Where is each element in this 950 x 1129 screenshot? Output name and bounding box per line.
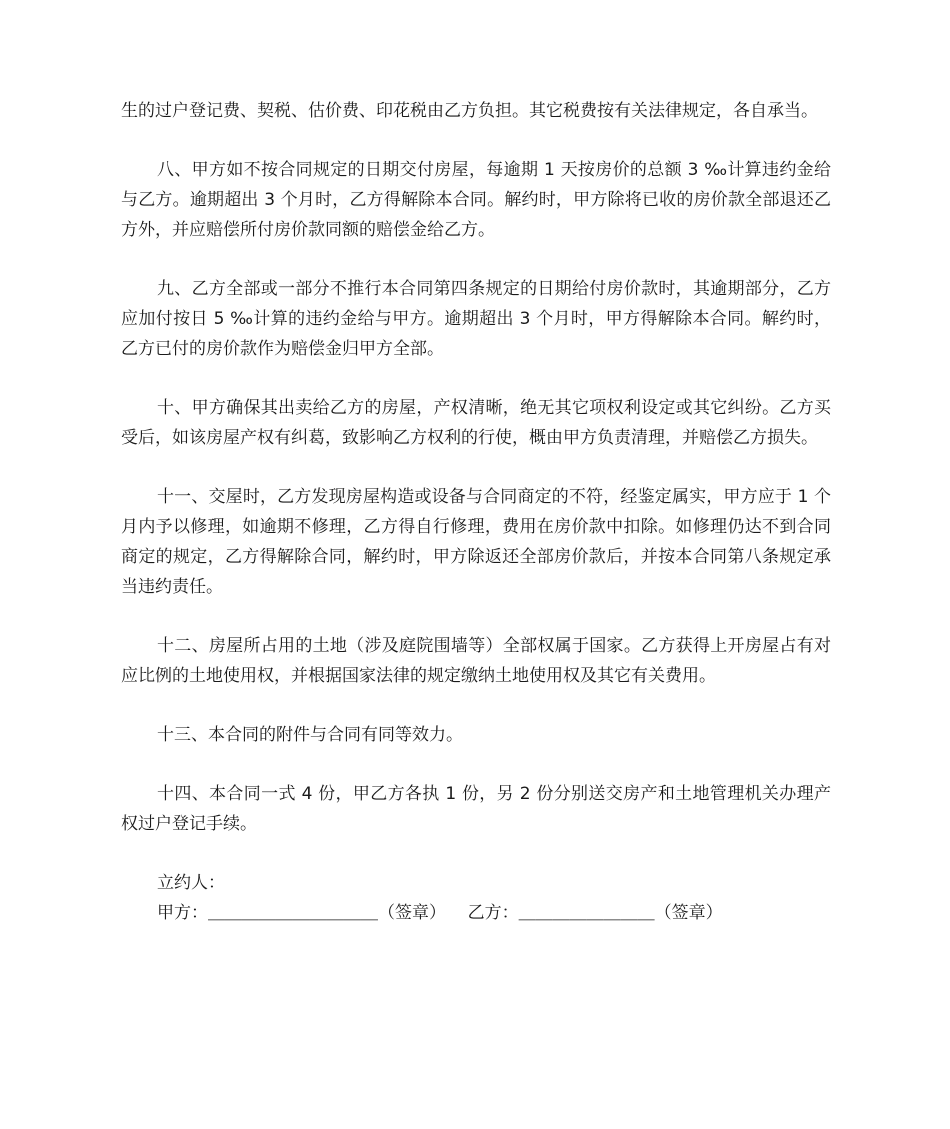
clause-12: 十二、房屋所占用的土地（涉及庭院围墙等）全部权属于国家。乙方获得上开房屋占有对应比例的土地使用权，并根据国家法律的规定缴纳土地使用权及其它有关费用。 <box>121 636 831 686</box>
party-a-signature: 甲方：＿＿＿＿＿＿＿＿＿＿（签章） <box>157 903 446 923</box>
party-b-signature: 乙方：＿＿＿＿＿＿＿＿（签章） <box>467 903 723 923</box>
signatories-label: 立约人： <box>157 873 225 893</box>
clause-13: 十三、本合同的附件与合同有同等效力。 <box>157 725 463 745</box>
clause-14: 十四、本合同一式 4 份，甲乙方各执 1 份，另 2 份分别送交房产和土地管理机关办理产权过户登记手续。 <box>121 784 831 834</box>
clause-10: 十、甲方确保其出卖给乙方的房屋，产权清晰，绝无其它项权利设定或其它纠纷。乙方买受后，如该房屋产权有纠葛，致影响乙方权利的行使，概由甲方负责清理，并赔偿乙方损失。 <box>121 398 831 448</box>
clause-8: 八、甲方如不按合同规定的日期交付房屋，每逾期 1 天按房价的总额 3 ‰计算违约金给与乙方。逾期超出 3 个月时，乙方得解除本合同。解约时，甲方除将已收的房价款全部退还乙方外，并应赔偿所付房价款同额的赔偿金给乙方。 <box>121 160 831 240</box>
clause-9: 九、乙方全部或一部分不推行本合同第四条规定的日期给付房价款时，其逾期部分，乙方应加付按日 5 ‰计算的违约金给与甲方。逾期超出 3 个月时，甲方得解除本合同。解约时，乙方已付的房价款作为赔偿金归甲方全部。 <box>121 279 831 359</box>
signature-line <box>121 898 831 928</box>
clause-11: 十一、交屋时，乙方发现房屋构造或设备与合同商定的不符，经鉴定属实，甲方应于 1 个月内予以修理，如逾期不修理，乙方得自行修理，费用在房价款中扣除。如修理仍达不到合同商定的规定，乙方得解除合同，解约时，甲方除返还全部房价款后，并按本合同第八条规定承当违约责任。 <box>121 487 831 597</box>
contract-page <box>121 96 831 928</box>
paragraph-continuation: 生的过户登记费、契税、估价费、印花税由乙方负担。其它税费按有关法律规定，各自承当。 <box>121 101 818 121</box>
